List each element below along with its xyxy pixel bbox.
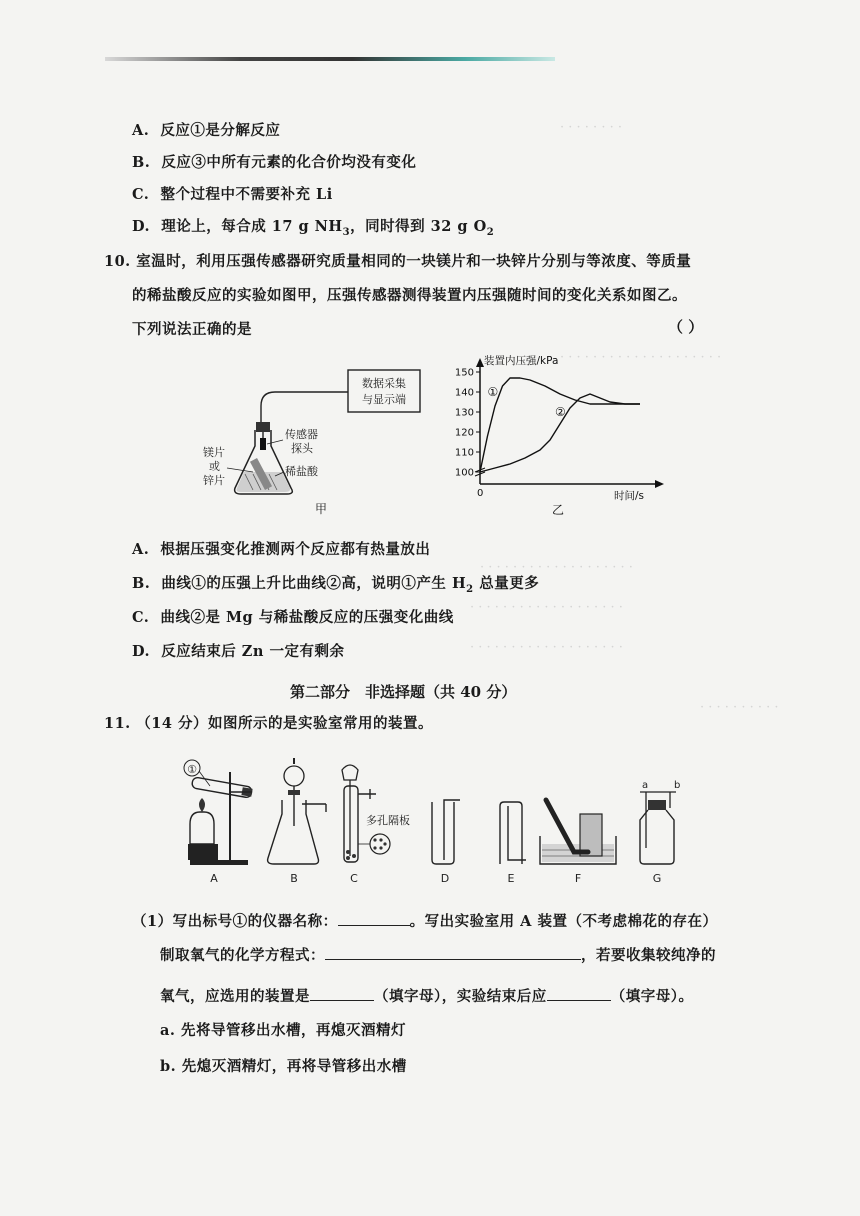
answer-blank-apparatus[interactable] xyxy=(310,986,374,1001)
y-tick-label: 130 xyxy=(454,407,474,419)
x-axis-label: 时间/s xyxy=(614,490,645,502)
y-tick-label: 140 xyxy=(454,387,474,399)
q10-option-c: C. 曲线②是 Mg 与稀盐酸反应的压强变化曲线 xyxy=(132,609,454,626)
apparatus-b xyxy=(268,758,326,885)
alcohol-lamp xyxy=(190,812,214,844)
label-d: D xyxy=(440,872,450,885)
y-tick-label: 100 xyxy=(454,467,474,479)
q11-part1-line2: 制取氧气的化学方程式： ，若要收集较纯净的 xyxy=(160,947,716,964)
q9-option-b: B. 反应③中所有元素的化合价均没有变化 xyxy=(132,154,417,171)
y-tick-label: 110 xyxy=(454,447,474,459)
q10-stem-line3: 下列说法正确的是 xyxy=(132,321,252,338)
sensor-label-line2: 探头 xyxy=(291,442,313,455)
origin-label: 0 xyxy=(477,488,484,499)
data-box-line1: 数据采集 xyxy=(362,377,406,390)
series-label-1: ① xyxy=(487,385,499,399)
bleed-through-text: · · · · · · · · · · · · · · · · · · · xyxy=(480,560,633,575)
y-axis-arrow xyxy=(476,358,484,367)
stopper xyxy=(256,422,270,432)
metal-label-line1: 镁片 xyxy=(203,446,225,459)
apparatus-jia xyxy=(195,360,435,520)
bleed-through-text: · · · · · · · · · · xyxy=(700,700,779,715)
acid-label: 稀盐酸 xyxy=(285,465,318,478)
series-label-2: ② xyxy=(555,405,566,419)
q10-stem-line1: 10. 室温时，利用压强传感器研究质量相同的一块镁片和一块锌片分别与等浓度、等质量 xyxy=(104,253,692,270)
bleed-through-text: · · · · · · · · xyxy=(560,120,622,135)
label-a: A xyxy=(210,872,218,885)
lab-apparatus-row xyxy=(170,756,700,888)
porous-plate-label: 多孔隔板 xyxy=(366,814,410,827)
x-axis-arrow xyxy=(655,480,664,488)
y-tick-label: 150 xyxy=(454,367,474,379)
label-b: B xyxy=(290,872,298,885)
y-axis-label: 装置内压强/kPa xyxy=(484,355,559,367)
y-tick-label: 120 xyxy=(454,427,474,439)
q11-stem: 11. （14 分）如图所示的是实验室常用的装置。 xyxy=(104,715,433,732)
metal-label-line2: 或 xyxy=(209,460,220,473)
bleed-through-text: · · · · · · · · · · · · · · · · · · · xyxy=(470,600,623,615)
apparatus-g xyxy=(640,780,680,885)
q10-stem-line2: 的稀盐酸反应的实验如图甲，压强传感器测得装置内压强随时间的变化关系如图乙。 xyxy=(132,287,687,304)
apparatus-d xyxy=(432,800,460,885)
label-c: C xyxy=(350,872,358,885)
porous-plate-zoom xyxy=(370,834,390,854)
q11-choice-b: b. 先熄灭酒精灯，再将导管移出水槽 xyxy=(160,1058,407,1075)
q11-choice-a: a. 先将导管移出水槽，再熄灭酒精灯 xyxy=(160,1022,406,1039)
bleed-through-text: · · · · · · · · · · · · · · · · · · · xyxy=(470,640,623,655)
apparatus-a xyxy=(184,760,253,885)
label-1-text: ① xyxy=(187,763,197,776)
q9-option-d: D. 理论上，每合成 17 g $NH_3$，同时得到 32 g $O_2$ xyxy=(132,218,495,238)
answer-blank-order[interactable] xyxy=(547,986,611,1001)
scan-top-strip xyxy=(105,57,555,61)
q11-part1-line1: （1）写出标号①的仪器名称： 。写出实验室用 A 装置（不考虑棉花的存在） xyxy=(132,913,718,930)
sensor-label-line1: 传感器 xyxy=(285,428,318,441)
sensor-probe xyxy=(260,438,266,450)
port-a-label: a xyxy=(642,780,649,791)
section-title: 第二部分 非选择题（共 40 分） xyxy=(290,683,517,701)
label-e: E xyxy=(507,872,515,885)
label-g: G xyxy=(652,872,662,885)
answer-blank-instrument[interactable] xyxy=(338,911,410,926)
port-b-label: b xyxy=(674,780,681,791)
q9-option-c: C. 整个过程中不需要补充 Li xyxy=(132,186,333,203)
caption-yi: 乙 xyxy=(552,503,565,517)
label-f: F xyxy=(574,872,582,885)
q10-option-b: B. 曲线①的压强上升比曲线②高，说明①产生 $H_2$ 总量更多 xyxy=(132,575,540,595)
pressure-chart xyxy=(440,352,680,522)
caption-jia: 甲 xyxy=(315,502,328,516)
q11-part1-line3: 氧气，应选用的装置是 （填字母），实验结束后应 （填字母）。 xyxy=(160,988,694,1005)
q9-option-a: A. 反应①是分解反应 xyxy=(132,122,281,139)
q10-option-a: A. 根据压强变化推测两个反应都有热量放出 xyxy=(132,541,431,558)
sensor-cable xyxy=(261,392,348,422)
apparatus-f xyxy=(540,800,616,885)
apparatus-e xyxy=(500,802,526,885)
answer-blank-equation[interactable] xyxy=(325,945,581,960)
data-box-line2: 与显示端 xyxy=(362,393,406,406)
metal-label-line3: 锌片 xyxy=(203,474,225,487)
bleed-through-text: · · · · · · · · · · · · · · · · · · · · xyxy=(560,350,722,365)
q10-option-d: D. 反应结束后 Zn 一定有剩余 xyxy=(132,643,345,660)
apparatus-c xyxy=(342,765,410,885)
answer-parentheses: （ ） xyxy=(668,318,704,336)
